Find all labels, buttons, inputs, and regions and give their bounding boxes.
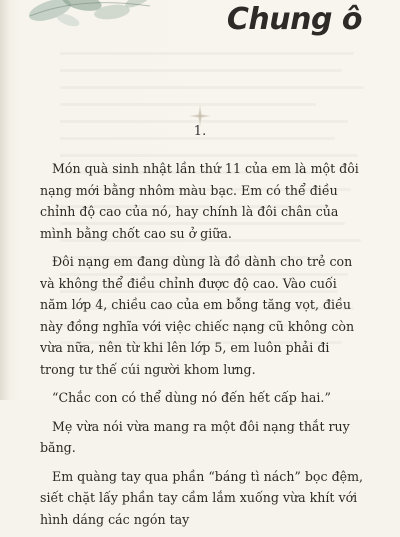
paragraph: Mẹ vừa nói vừa mang ra một đôi nạng thắt ruy băng. (40, 418, 350, 455)
paragraph: “Chắc con có thể dùng nó đến hết cấp hai.” (52, 390, 331, 405)
gutter-shadow (0, 0, 10, 400)
paragraph: Đôi nạng em đang dùng là đồ dành cho trẻ con và không thể điều chỉnh được độ cao. Vào cuối năm lớp 4, chiều cao của em bỗng tăng vọt, điều này đồng nghĩa với việc chiếc nạng cũ không còn vừa nữa, nên từ khi lên lớp 5, em luôn phải đi trong tư thế cúi người khom lưng. (40, 254, 355, 377)
section-number: 1. (193, 124, 207, 139)
paragraph: Món quà sinh nhật lần thứ 11 của em là một đôi nạng mới bằng nhôm màu bạc. Em có thể điều chỉnh độ cao của nó, hay chính là đôi chân của mình bằng chốt cao su ở giữa. (40, 161, 359, 241)
paragraph: Em quàng tay qua phần “báng tì nách” bọc đệm, siết chặt lấy phần tay cầm lắm xuống vừa khít với hình dáng các ngón tay (40, 468, 364, 527)
body-text (40, 158, 368, 537)
leaf-illustration-icon (20, 0, 160, 30)
chapter-title: Chung ô (226, 2, 362, 37)
